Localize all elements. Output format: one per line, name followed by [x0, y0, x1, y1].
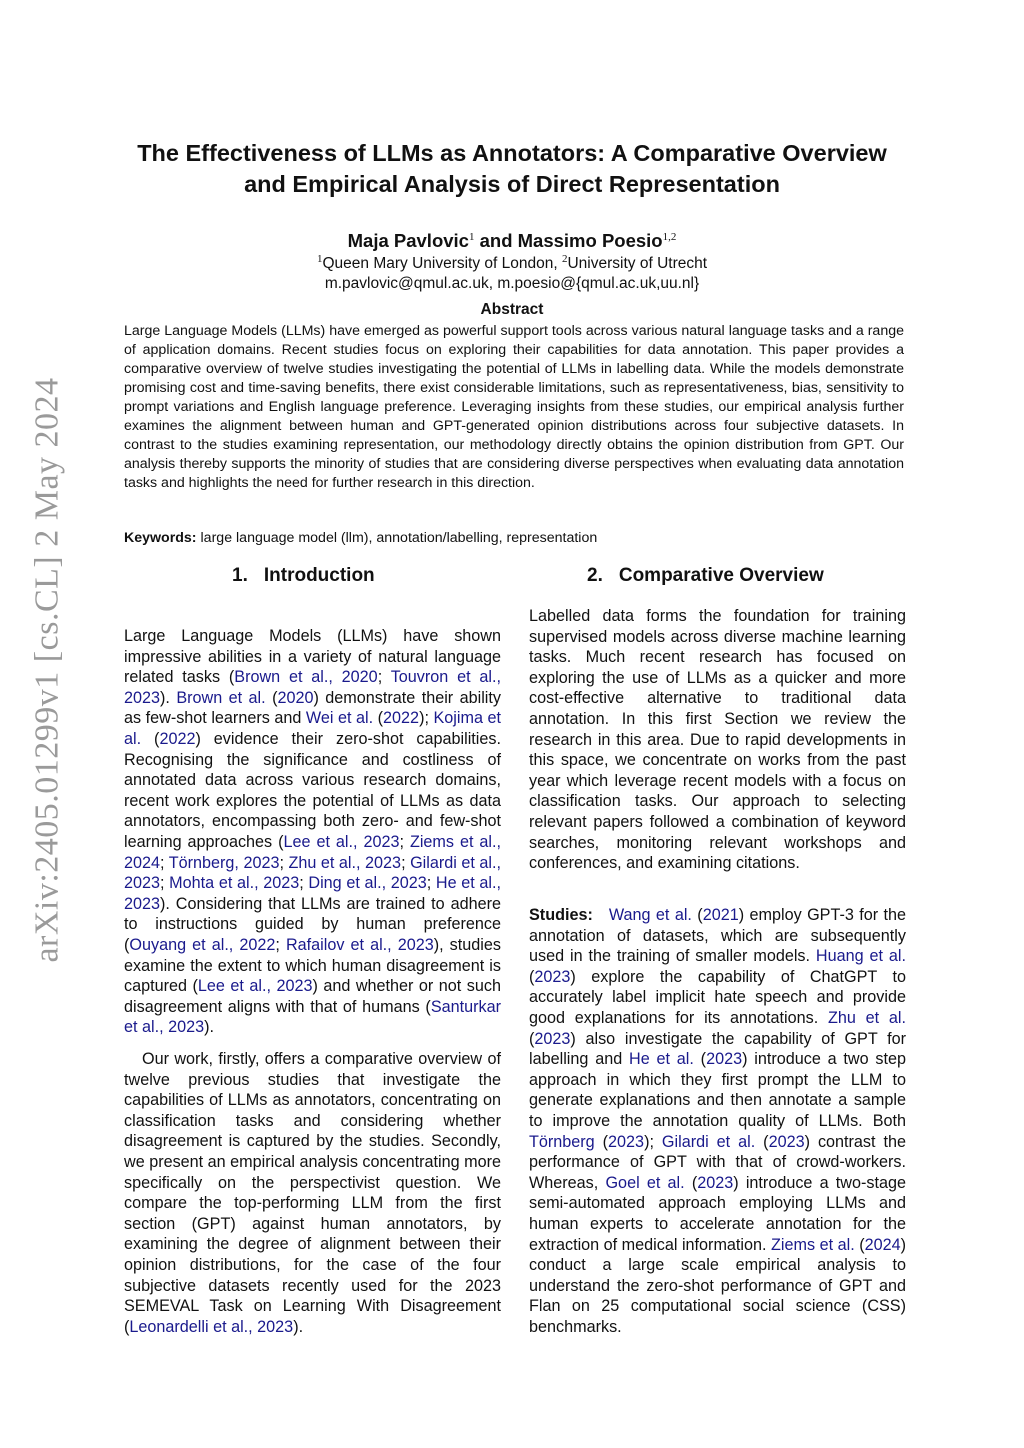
citation-link[interactable]: 2021 [702, 906, 739, 924]
citation-link[interactable]: 2024 [864, 1235, 901, 1254]
intro-paragraph-1: Large Language Models (LLMs) have shown impressive abilities in a variety of natural language related tasks (Brown et al., 2020; Touvron et al., 2023). Brown et al. (2020) demonstrate their ability as few-shot learners and Wei et al. (2022); Kojima et al. (2022) evidence their zero-shot capabilities. Recognising the significance and costliness of annotated data across various research domains, recent work explores the potential of LLMs as data annotators, encompassing both zero- and few-shot learning approaches (Lee et al., 2023; Ziems et al., 2024; Törnberg, 2023; Zhu et al., 2023; Gilardi et al., 2023; Mohta et al., 2023; Ding et al., 2023; He et al., 2023). Considering that LLMs are trained to adhere to instructions guided by human preference (Ouyang et al., 2022; Rafailov et al., 2023), studies examine the extent to which human disagreement is captured (Lee et al., 2023) and whether or not such disagreement aligns with that of humans (Santurkar et al., 2023). [124, 627, 502, 1037]
citation-link[interactable]: Zhu et al. [827, 1008, 906, 1027]
intro-paragraph-2: Our work, firstly, offers a comparative overview of twelve previous studies that investigate the capabilities of LLMs as annotators, concentrating on classification tasks and considering whether disagreement is captured by the studies. Secondly, we present an empirical analysis concentrating more specifically on the perspectivist question. We compare the top-performing LLM from the first section (GPT) against human annotators, by examining the degree of alignment between their opinion distributions, for the case of the four subjective datasets recently used for the 2023 SEMEVAL Task on Learning With Disagreement (Leonardelli et al., 2023). [124, 1050, 501, 1336]
title-line-1: The Effectiveness of LLMs as Annotators: A Comparative Overview [137, 140, 887, 166]
citation-link[interactable]: 2022 [383, 709, 420, 728]
citation-link[interactable]: He et al. [629, 1050, 694, 1069]
author-1-affil-mark: 1 [468, 230, 475, 243]
citation-link[interactable]: Mohta et al., 2023 [169, 874, 300, 893]
citation-link[interactable]: Ouyang et al., 2022 [129, 935, 276, 954]
keywords-label: Keywords: [124, 530, 197, 546]
author-line [100, 230, 924, 252]
citation-link[interactable]: 2023 [768, 1132, 805, 1151]
author-conjunction: and [474, 230, 518, 251]
citation-link[interactable]: Touvron et al., 2023 [124, 668, 501, 707]
citation-link[interactable]: Törnberg [529, 1132, 595, 1151]
citation-link[interactable]: Lee et al., 2023 [197, 977, 313, 996]
studies-column [529, 905, 906, 1337]
keywords [124, 530, 904, 546]
affil-1: Queen Mary University of London, [322, 255, 562, 273]
title-line-2: and Empirical Analysis of Direct Representation [244, 171, 780, 197]
citation-link[interactable]: Huang et al. [815, 947, 907, 966]
author-1: Maja Pavlovic [347, 230, 469, 251]
abstract-text: Large Language Models (LLMs) have emerged as powerful support tools across various natural language tasks and a range of application domains. Recent studies focus on exploring their capabilities for data annotation. This paper provides a comparative overview of twelve studies investigating the potential of LLMs in labelling data. While the models demonstrate promising cost and time-saving benefits, there exist considerable limitations, such as representativeness, bias, sensitivity to prompt variations and English language preference. Leveraging insights from these studies, our empirical analysis further examines the alignment between human and GPT-generated opinion distributions across four subjective datasets. In contrast to the studies examining representation, our methodology directly obtains the opinion distribution from GPT. Our analysis thereby supports the minority of studies that are considering diverse perspectives when evaluating data annotation tasks and highlights the need for further research in this direction. [124, 323, 904, 491]
affil-1-mark: 1 [316, 253, 323, 265]
citation-link[interactable]: Goel et al. [605, 1173, 685, 1192]
studies-body: Wang et al. (2021) employ GPT-3 for the annotation of datasets, which are subsequently used in the training of smaller models. Huang et al. (2023) explore the capability of ChatGPT to accurately label implicit hate speech and provide good explanations for its annotations. Zhu et al. (2023) also investigate the capability of GPT for labelling and He et al. (2023) introduce a two step approach in which they first prompt the LLM to generate explanations and then annotate a sample to improve the annotation quality of LLMs. Both Törnberg (2023); Gilardi et al. (2023) contrast the performance of GPT with that of crowd-workers. Whereas, Goel et al. (2023) introduce a two-stage semi-automated approach employing LLMs and human experts to accelerate annotation for the extraction of medical information. Ziems et al. (2024) conduct a large scale empirical analysis to understand the zero-shot performance of GPT and Flan on 25 computational social science (CSS) benchmarks. [529, 906, 907, 1336]
citation-link[interactable]: Brown et al., 2020 [234, 668, 378, 687]
citation-link[interactable]: 2023 [534, 1029, 571, 1048]
citation-link[interactable]: He et al., 2023 [124, 874, 501, 913]
overview-column [529, 606, 906, 874]
section-heading-introduction [232, 565, 375, 587]
arxiv-stamp [8, 240, 88, 1100]
arxiv-id: arXiv:2405.01299v1 [cs.CL] 2 May 2024 [29, 377, 67, 963]
citation-link[interactable]: Wang et al. [608, 906, 692, 924]
intro-column [124, 626, 501, 1038]
overview-paragraph-1: Labelled data forms the foundation for training supervised models across diverse machine learning tasks. Much recent research has focused on exploring the use of LLMs as a quicker and more cost-effective alternative to traditional data annotation. In this first Section we review the research in this area. Due to rapid developments in this space, we concentrate on works from the past year which leverage recent models with a focus on classification tasks. Our approach to selecting relevant papers followed a combination of keyword searches, monitoring relevant workshops and conferences, and examining citations. [529, 607, 906, 873]
citation-link[interactable]: 2023 [706, 1050, 743, 1069]
citation-link[interactable]: 2020 [277, 688, 314, 707]
citation-link[interactable]: Törnberg, 2023 [168, 853, 280, 872]
affil-2-mark: 2 [561, 253, 568, 265]
citation-link[interactable]: Ziems et al. [771, 1235, 855, 1254]
paper-title [100, 138, 924, 200]
citation-link[interactable]: 2022 [159, 729, 196, 748]
section-heading-comparative-overview [587, 565, 824, 587]
citation-link[interactable]: 2023 [697, 1173, 734, 1192]
section-title: Introduction [263, 565, 375, 586]
citation-link[interactable]: Brown et al. [176, 688, 266, 707]
citation-link[interactable]: Kojima et al. [124, 709, 501, 748]
citation-link[interactable]: Santurkar et al., 2023 [124, 997, 501, 1037]
author-2: Massimo Poesio [517, 230, 663, 251]
citation-link[interactable]: Gilardi et al., 2023 [124, 853, 502, 893]
citation-link[interactable]: Lee et al., 2023 [283, 832, 400, 851]
citation-link[interactable]: Ziems et al., 2024 [124, 832, 502, 872]
studies-label: Studies: [529, 906, 593, 924]
intro-column-continued [124, 1049, 501, 1337]
section-title: Comparative Overview [618, 565, 824, 586]
abstract-heading: Abstract [480, 301, 544, 318]
affiliations [100, 253, 924, 273]
citation-link[interactable]: 2023 [608, 1132, 645, 1151]
citation-link[interactable]: Wei et al. [305, 709, 374, 728]
affil-2: University of Utrecht [567, 255, 708, 273]
citation-link[interactable]: Ding et al., 2023 [308, 874, 427, 893]
author-emails: m.pavlovic@qmul.ac.uk, m.poesio@{qmul.ac.uk,uu.nl} [324, 275, 700, 292]
author-2-affil-mark: 1,2 [662, 230, 677, 243]
citation-link[interactable]: Zhu et al., 2023 [288, 853, 402, 872]
citation-link[interactable]: Rafailov et al., 2023 [285, 935, 434, 954]
studies-paragraph [529, 905, 906, 1337]
citation-link[interactable]: Gilardi et al. [661, 1132, 756, 1151]
citation-link[interactable]: 2023 [534, 967, 571, 986]
keywords-text: large language model (llm), annotation/labelling, representation [200, 530, 598, 546]
section-number: 2. [587, 565, 603, 586]
section-number: 1. [232, 565, 248, 586]
citation-link[interactable]: Leonardelli et al., 2023 [129, 1317, 294, 1336]
